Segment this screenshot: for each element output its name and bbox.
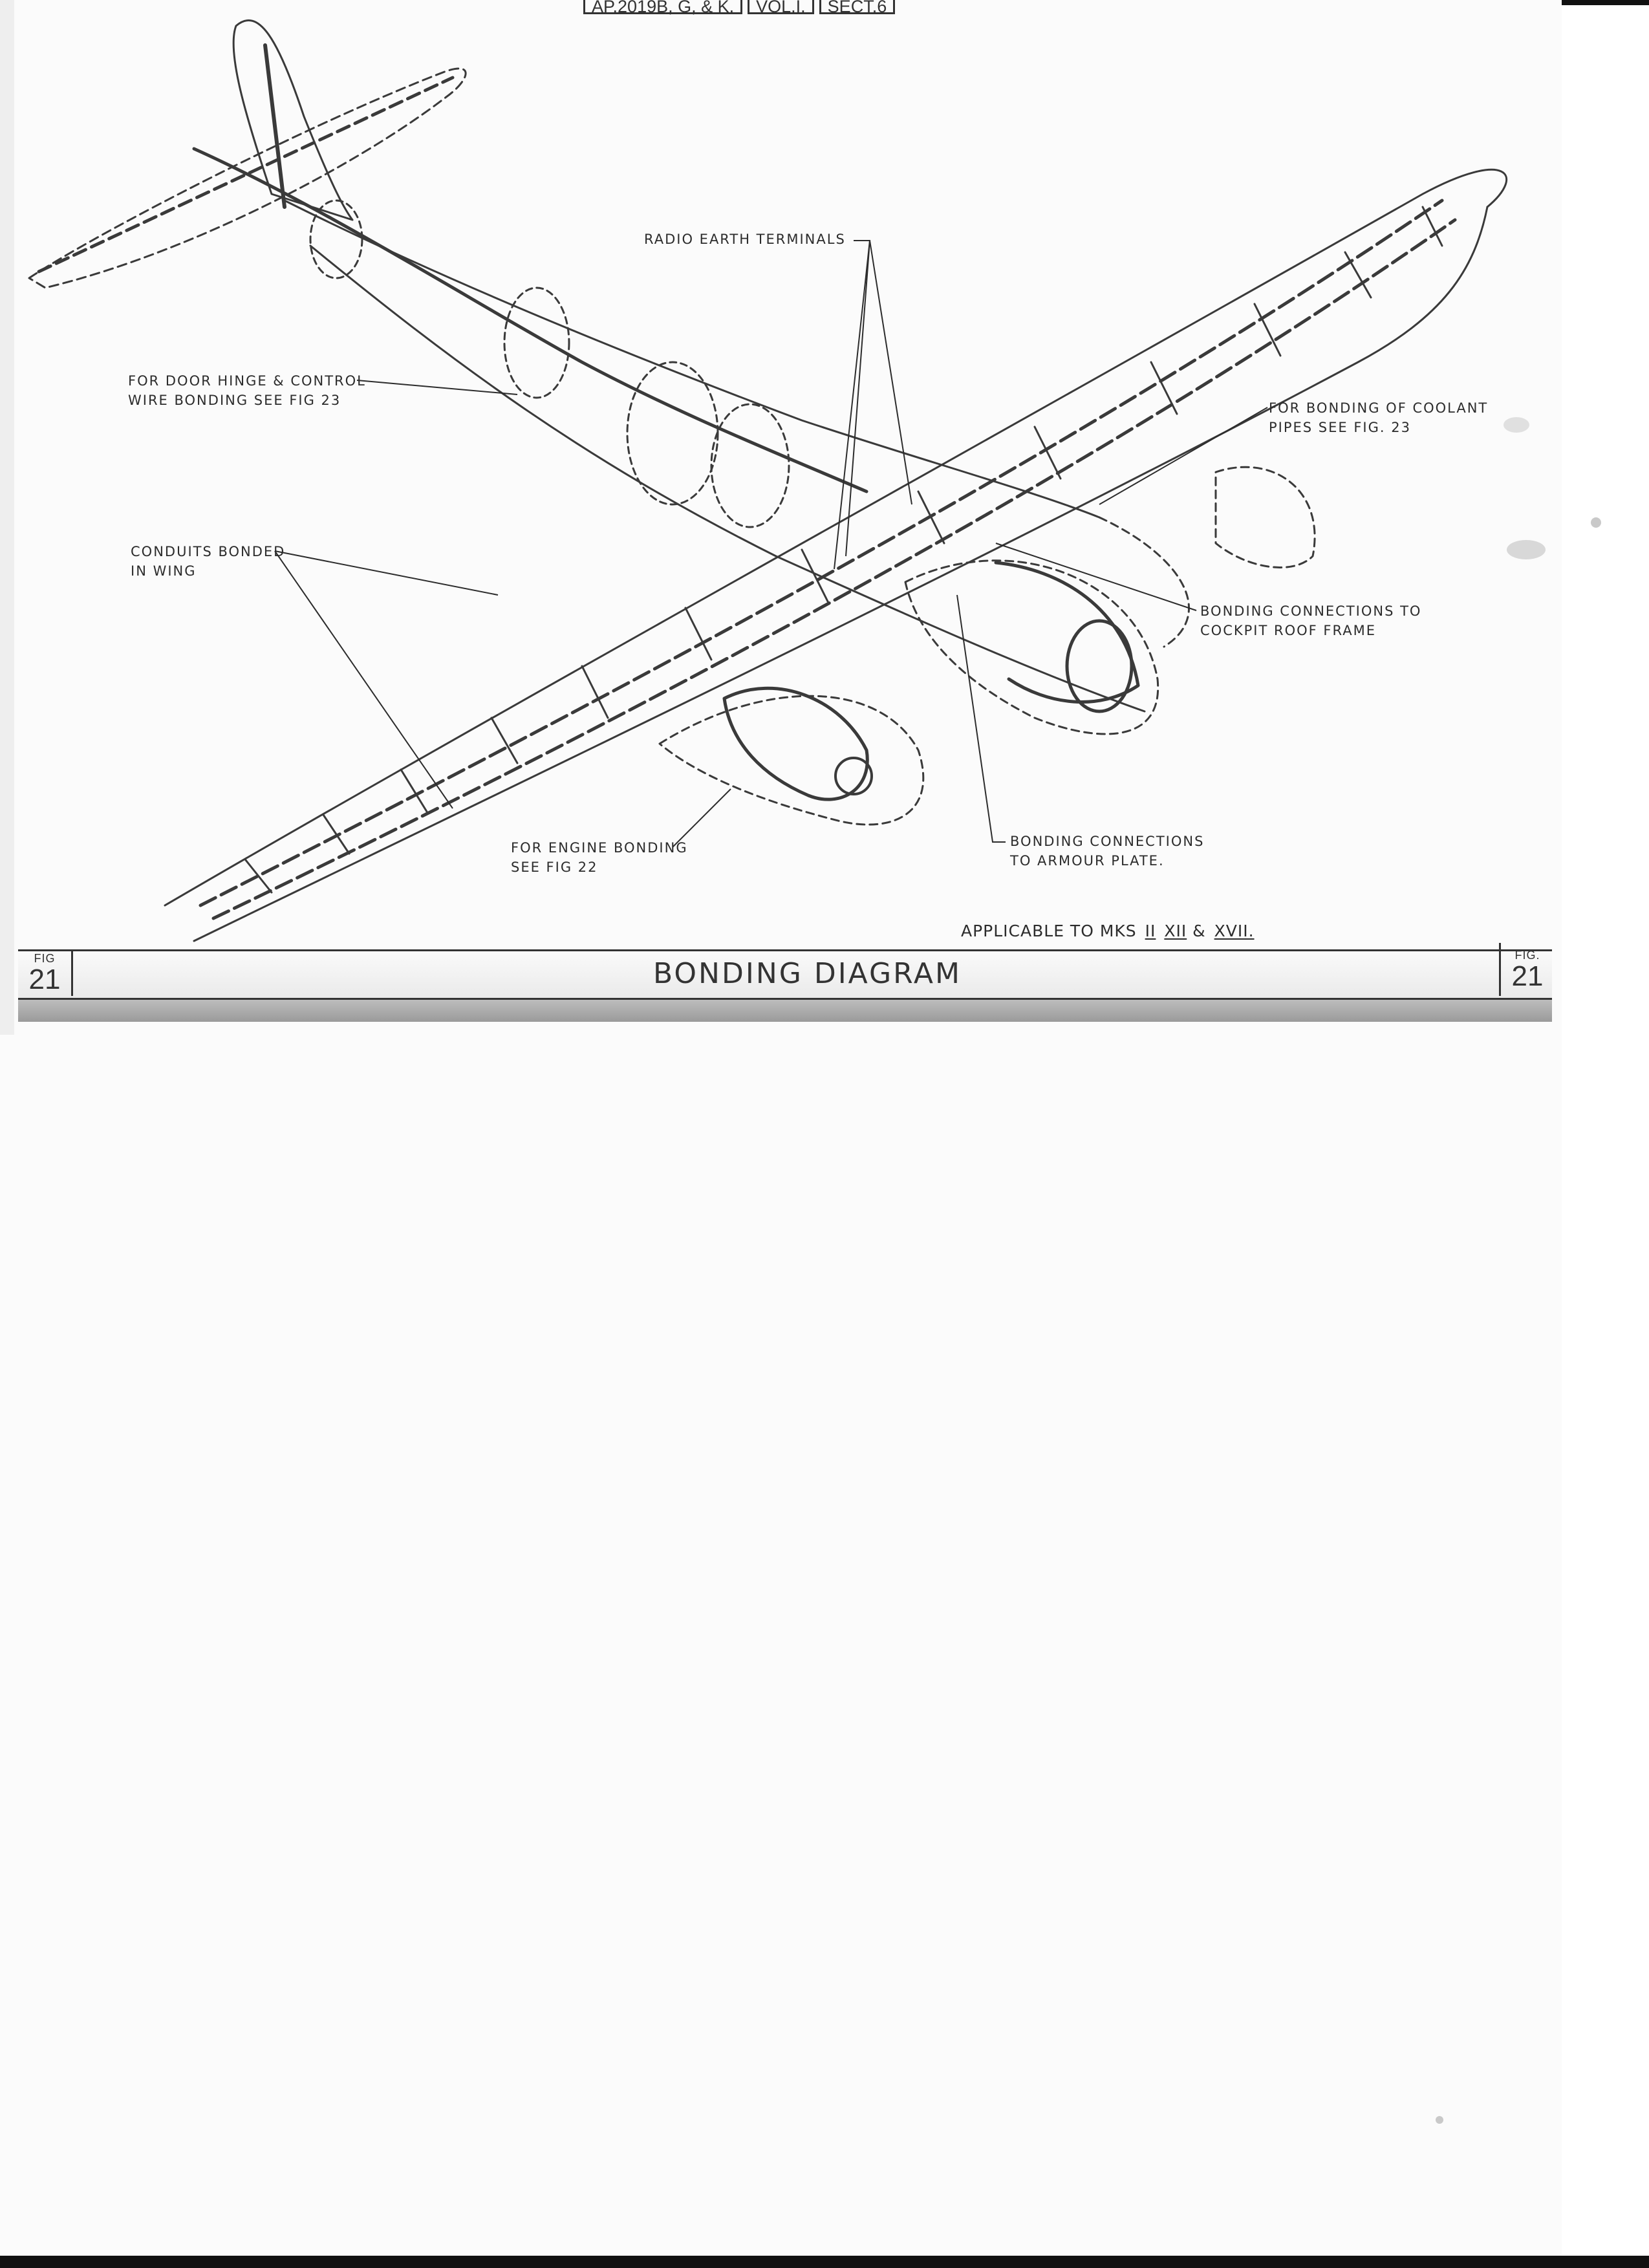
coolant-pipes-callout: FOR BONDING OF COOLANT PIPES SEE FIG. 23 — [1269, 400, 1489, 435]
fig-label: FIG — [34, 951, 56, 965]
rib — [1151, 362, 1177, 414]
scan-bottom-edge — [0, 2256, 1649, 2268]
armour-plate-callout: BONDING CONNECTIONS TO ARMOUR PLATE. — [1010, 834, 1205, 869]
applicable-marks-note — [961, 922, 1255, 940]
starboard-nacelle — [905, 561, 1158, 734]
applicable-prefix: APPLICABLE TO MKS — [961, 922, 1137, 940]
leader-conduits — [275, 551, 498, 595]
leader-armour-plate — [957, 595, 1006, 842]
engine-bonding-callout: FOR ENGINE BONDING SEE FIG 22 — [511, 840, 688, 875]
fin-outline — [233, 20, 352, 220]
door-hinge-bonding-callout: FOR DOOR HINGE & CONTROL WIRE BONDING SEE FIG 23 — [128, 373, 366, 408]
leader-radio-earth — [846, 241, 870, 556]
scan-smudge — [1507, 540, 1546, 559]
rib — [323, 815, 349, 854]
rib — [918, 491, 944, 543]
cockpit-roof-frame-callout: BONDING CONNECTIONS TO COCKPIT ROOF FRAME — [1200, 603, 1422, 638]
rib — [1035, 427, 1061, 479]
wing-leading-edge — [165, 169, 1507, 905]
aircraft-bonding-drawing — [0, 0, 1649, 951]
rib — [491, 718, 517, 763]
port-nacelle — [660, 696, 923, 825]
scan-smudge — [1503, 417, 1529, 433]
diagram-title: BONDING DIAGRAM — [653, 957, 962, 990]
outer-nacelle — [1216, 467, 1315, 567]
scan-speck — [1436, 2116, 1443, 2124]
conduits-bonded-callout: CONDUITS BONDED IN WING — [131, 544, 286, 579]
fuselage-bottom — [310, 246, 1145, 711]
leader-cockpit-roof — [996, 543, 1196, 610]
frame-2 — [504, 288, 569, 398]
rib — [246, 860, 272, 892]
mark-xvii: XVII. — [1214, 922, 1255, 940]
section-number: SECT.6 — [819, 0, 896, 14]
scan-shadow-strip — [18, 1000, 1552, 1022]
figure-number-right — [1499, 943, 1554, 996]
leader-coolant — [1099, 407, 1267, 504]
leader-radio-earth — [834, 241, 870, 569]
fuselage-wiring — [194, 149, 867, 491]
wing-ribs — [246, 207, 1442, 892]
fig-label: FIG. — [1514, 948, 1540, 962]
scan-speck — [1591, 517, 1601, 528]
figure-number-left — [18, 949, 73, 996]
starboard-spinner — [1067, 621, 1132, 711]
rib — [582, 666, 608, 718]
leader-radio-earth — [870, 241, 912, 504]
fig-number: 21 — [1511, 960, 1544, 992]
fig-number: 21 — [28, 963, 61, 995]
applicable-separator: & — [1192, 922, 1206, 940]
volume-number: VOL.I. — [748, 0, 814, 14]
mark-xii: XII — [1164, 922, 1187, 940]
mark-ii: II — [1145, 922, 1156, 940]
publication-number: AP.2019B, G, & K. — [583, 0, 742, 14]
frame-4 — [711, 404, 789, 527]
leader-conduits — [275, 551, 453, 808]
radio-earth-terminals-callout: RADIO EARTH TERMINALS — [644, 232, 846, 247]
port-engine-front — [835, 758, 872, 794]
rib — [1255, 304, 1280, 356]
